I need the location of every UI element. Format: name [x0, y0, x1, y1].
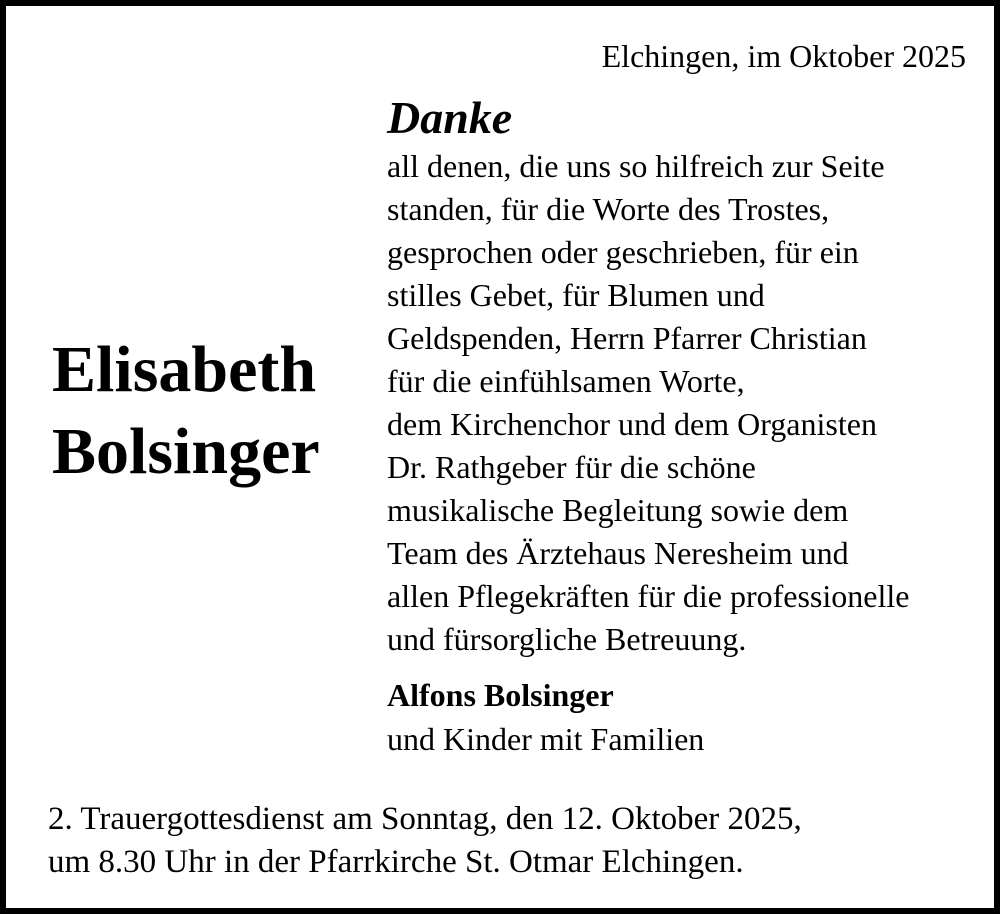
thanks-body-line: gesprochen oder geschrieben, für ein: [387, 234, 859, 270]
deceased-name: [52, 329, 382, 493]
thanks-body-line: standen, für die Worte des Trostes,: [387, 191, 830, 227]
deceased-name-line: Bolsinger: [52, 415, 320, 488]
thanks-body-line: musikalische Begleitung sowie dem: [387, 492, 849, 528]
signature-name: Alfons Bolsinger: [387, 677, 614, 713]
thanks-body-line: dem Kirchenchor und dem Organisten: [387, 406, 877, 442]
dateline: Elchingen, im Oktober 2025: [601, 38, 966, 74]
thanks-body-line: Team des Ärztehaus Neresheim und: [387, 535, 849, 571]
service-info: [48, 798, 802, 884]
thanks-body-line: Geldspenden, Herrn Pfarrer Christian: [387, 320, 867, 356]
thanks-body-line: stilles Gebet, für Blumen und: [387, 277, 765, 313]
thanks-body-line: all denen, die uns so hilfreich zur Seite: [387, 148, 885, 184]
signature-family: und Kinder mit Familien: [387, 721, 705, 757]
thanks-body-line: Dr. Rathgeber für die schöne: [387, 449, 756, 485]
thanks-heading: Danke: [387, 92, 513, 143]
service-info-line: um 8.30 Uhr in der Pfarrkirche St. Otmar Elchingen.: [48, 844, 744, 880]
thanks-body-line: und fürsorgliche Betreuung.: [387, 621, 747, 657]
thanks-body: [387, 145, 992, 661]
deceased-name-line: Elisabeth: [52, 333, 317, 406]
thanks-body-line: allen Pflegekräften für die professionelle: [387, 578, 910, 614]
service-info-line: 2. Trauergottesdienst am Sonntag, den 12. Oktober 2025,: [48, 801, 802, 837]
signature-block: [387, 673, 704, 761]
thanks-body-line: für die einfühlsamen Worte,: [387, 363, 745, 399]
